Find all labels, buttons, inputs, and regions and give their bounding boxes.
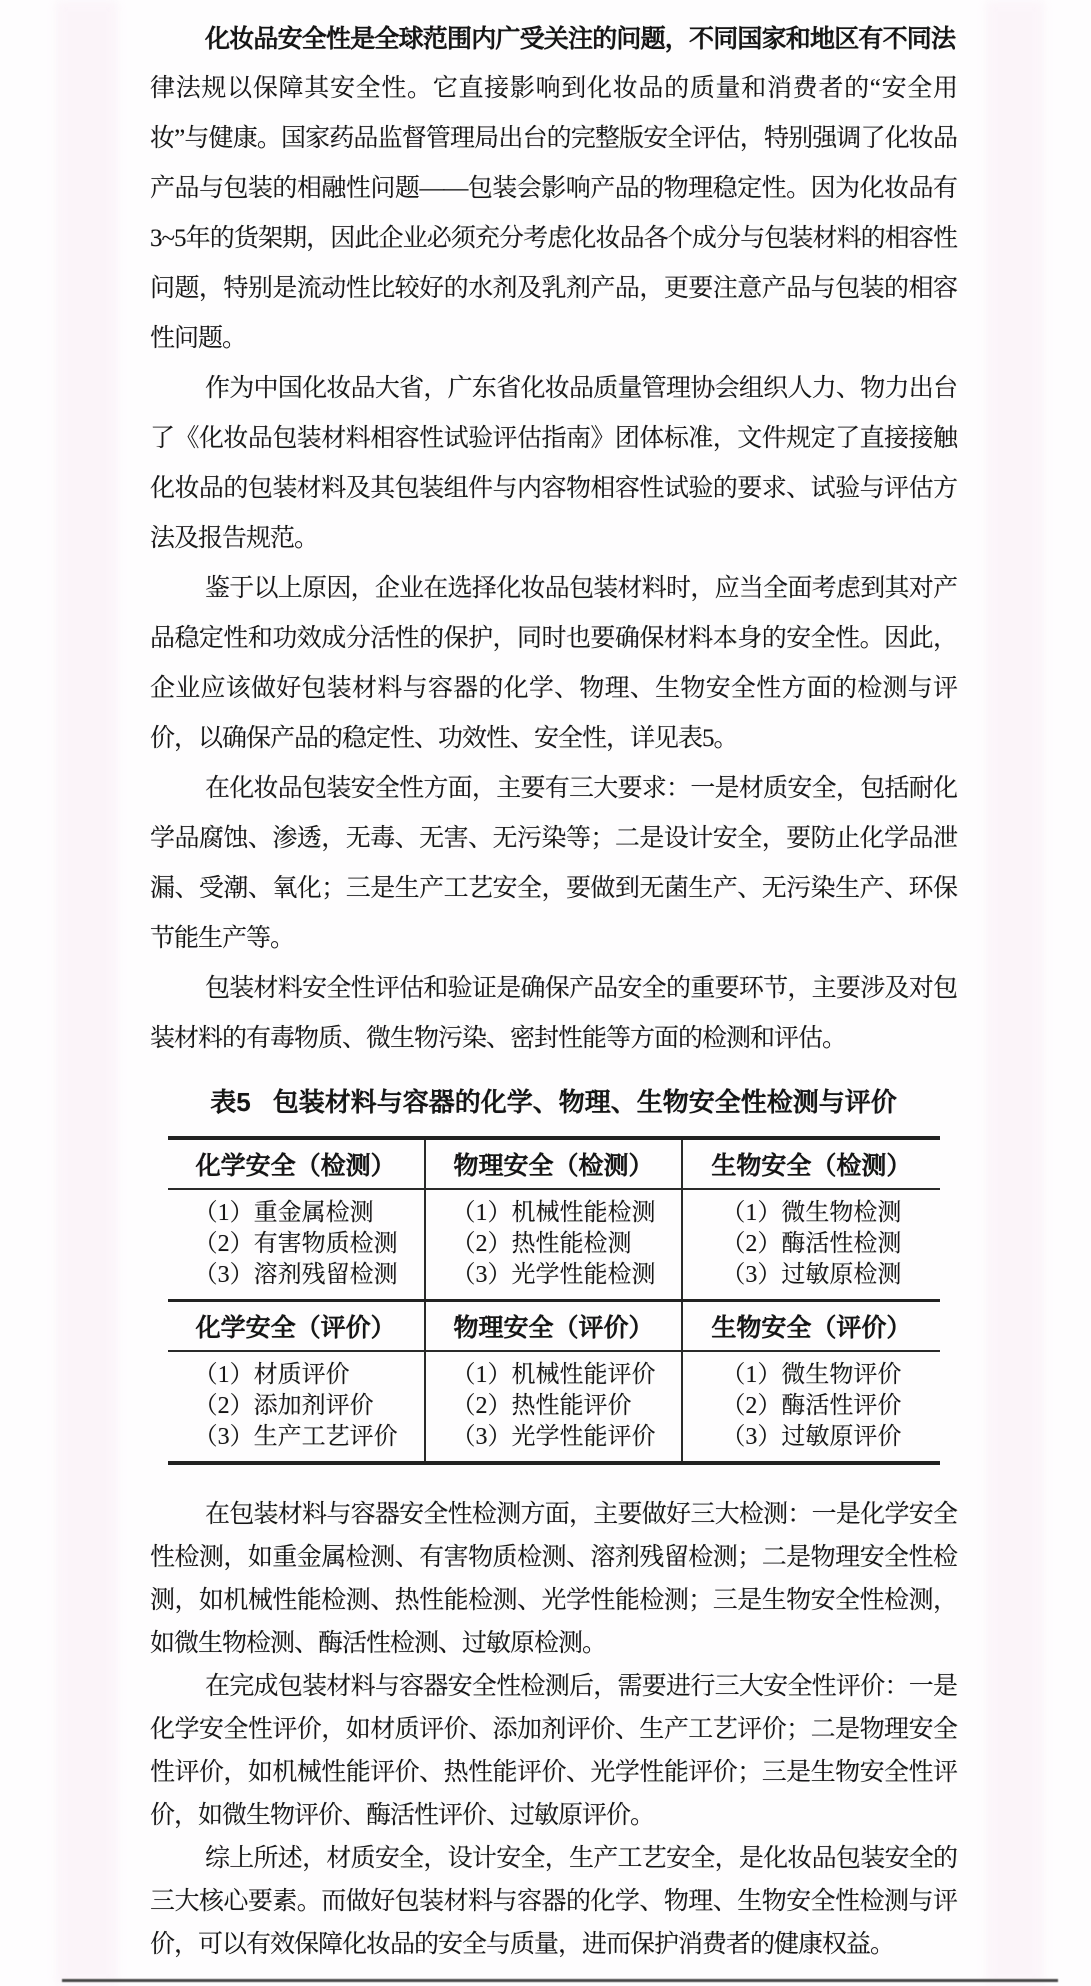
table-cell-item: （2）热性能检测	[451, 1231, 632, 1257]
table-cell-item: （3）光学性能评价	[451, 1424, 656, 1450]
table-cell-item: （2）添加剂评价	[193, 1393, 374, 1419]
paragraph: 在化妆品包装安全性方面，主要有三大要求：一是材质安全，包括耐化学品腐蚀、渗透，无毒、无害、无污染等；二是设计安全，要防止化学品泄漏、受潮、氧化；三是生产工艺安全，要做到无菌生产、无污染生产、环保节能生产等。	[150, 775, 957, 952]
table-row	[168, 1351, 940, 1463]
table-row	[168, 1189, 940, 1301]
table-cell-item: （2）酶活性评价	[721, 1393, 902, 1419]
table-header-cell: 化学安全（评价）	[168, 1301, 425, 1352]
table-cell-item: （1）材质评价	[193, 1362, 350, 1388]
table-cell-item: （2）有害物质检测	[193, 1231, 398, 1257]
lead-line: 化妆品安全性是全球范围内广受关注的问题，不同国家和地区有不同法	[205, 25, 956, 53]
table-header-row	[168, 1138, 940, 1189]
table-caption-label: 表5	[210, 1087, 251, 1117]
table-caption-title: 包装材料与容器的化学、物理、生物安全性检测与评价	[272, 1087, 897, 1117]
table-header-cell: 生物安全（评价）	[682, 1301, 939, 1352]
table-cell-item: （3）过敏原检测	[721, 1262, 902, 1288]
table-cell-item: （3）溶剂残留检测	[193, 1262, 398, 1288]
paragraph: 鉴于以上原因，企业在选择化妆品包装材料时，应当全面考虑到其对产品稳定性和功效成分活性的保护，同时也要确保材料本身的安全性。因此，企业应该做好包装材料与容器的化学、物理、生物安全性方面的检测与评价，以确保产品的稳定性、功效性、安全性，详见表5。	[150, 575, 957, 752]
table-cell-item: （1）机械性能检测	[451, 1200, 656, 1226]
text-column	[150, 14, 957, 1966]
table-header-cell: 物理安全（评价）	[425, 1301, 682, 1352]
table-cell-item: （2）热性能评价	[451, 1393, 632, 1419]
table-cell-item: （1）重金属检测	[193, 1200, 374, 1226]
paragraph: 在完成包装材料与容器安全性检测后，需要进行三大安全性评价：一是化学安全性评价，如材质评价、添加剂评价、生产工艺评价；二是物理安全性评价，如机械性能评价、热性能评价、光学性能评价；三是生物安全性评价，如微生物评价、酶活性评价、过敏原评价。	[150, 1673, 957, 1829]
paragraph: 在包装材料与容器安全性检测方面，主要做好三大检测：一是化学安全性检测，如重金属检测、有害物质检测、溶剂残留检测；二是物理安全性检测，如机械性能检测、热性能检测、光学性能检测；三是生物安全性检测，如微生物检测、酶活性检测、过敏原检测。	[150, 1501, 957, 1657]
scan-tint-right	[986, 0, 1044, 1986]
table-cell	[425, 1189, 682, 1301]
paragraph: 律法规以保障其安全性。它直接影响到化妆品的质量和消费者的“安全用妆”与健康。国家药品监督管理局出台的完整版安全评估，特别强调了化妆品产品与包装的相融性问题——包装会影响产品的物理稳定性。因为化妆品有3~5年的货架期，因此企业必须充分考虑化妆品各个成分与包装材料的相容性问题，特别是流动性比较好的水剂及乳剂产品，更要注意产品与包装的相容性问题。	[150, 75, 957, 352]
table-cell-item: （1）机械性能评价	[451, 1362, 656, 1388]
safety-table	[168, 1136, 940, 1465]
table-caption	[150, 1086, 957, 1118]
table-header-row	[168, 1301, 940, 1352]
paragraph: 综上所述，材质安全，设计安全，生产工艺安全，是化妆品包装安全的三大核心要素。而做好包装材料与容器的化学、物理、生物安全性检测与评价，可以有效保障化妆品的安全与质量，进而保护消费者的健康权益。	[150, 1845, 957, 1958]
table-cell	[425, 1351, 682, 1463]
page-bottom-rule	[62, 1979, 1058, 1982]
table-header-cell: 化学安全（检测）	[168, 1138, 425, 1189]
table-cell-item: （3）生产工艺评价	[193, 1424, 398, 1450]
scan-tint-left	[56, 0, 118, 1986]
table-cell-item: （1）微生物检测	[721, 1200, 902, 1226]
table-cell-item: （3）光学性能检测	[451, 1262, 656, 1288]
table-cell	[168, 1189, 425, 1301]
paragraph: 作为中国化妆品大省，广东省化妆品质量管理协会组织人力、物力出台了《化妆品包装材料相容性试验评估指南》团体标准，文件规定了直接接触化妆品的包装材料及其包装组件与内容物相容性试验的要求、试验与评估方法及报告规范。	[150, 375, 957, 552]
paragraph: 包装材料安全性评估和验证是确保产品安全的重要环节，主要涉及对包装材料的有毒物质、微生物污染、密封性能等方面的检测和评估。	[150, 975, 957, 1052]
table-cell	[682, 1189, 939, 1301]
table-cell-item: （2）酶活性检测	[721, 1231, 902, 1257]
table-cell	[168, 1351, 425, 1463]
table-header-cell: 生物安全（检测）	[682, 1138, 939, 1189]
table-cell	[682, 1351, 939, 1463]
table-cell-item: （1）微生物评价	[721, 1362, 902, 1388]
table-header-cell: 物理安全（检测）	[425, 1138, 682, 1189]
table-cell-item: （3）过敏原评价	[721, 1424, 902, 1450]
